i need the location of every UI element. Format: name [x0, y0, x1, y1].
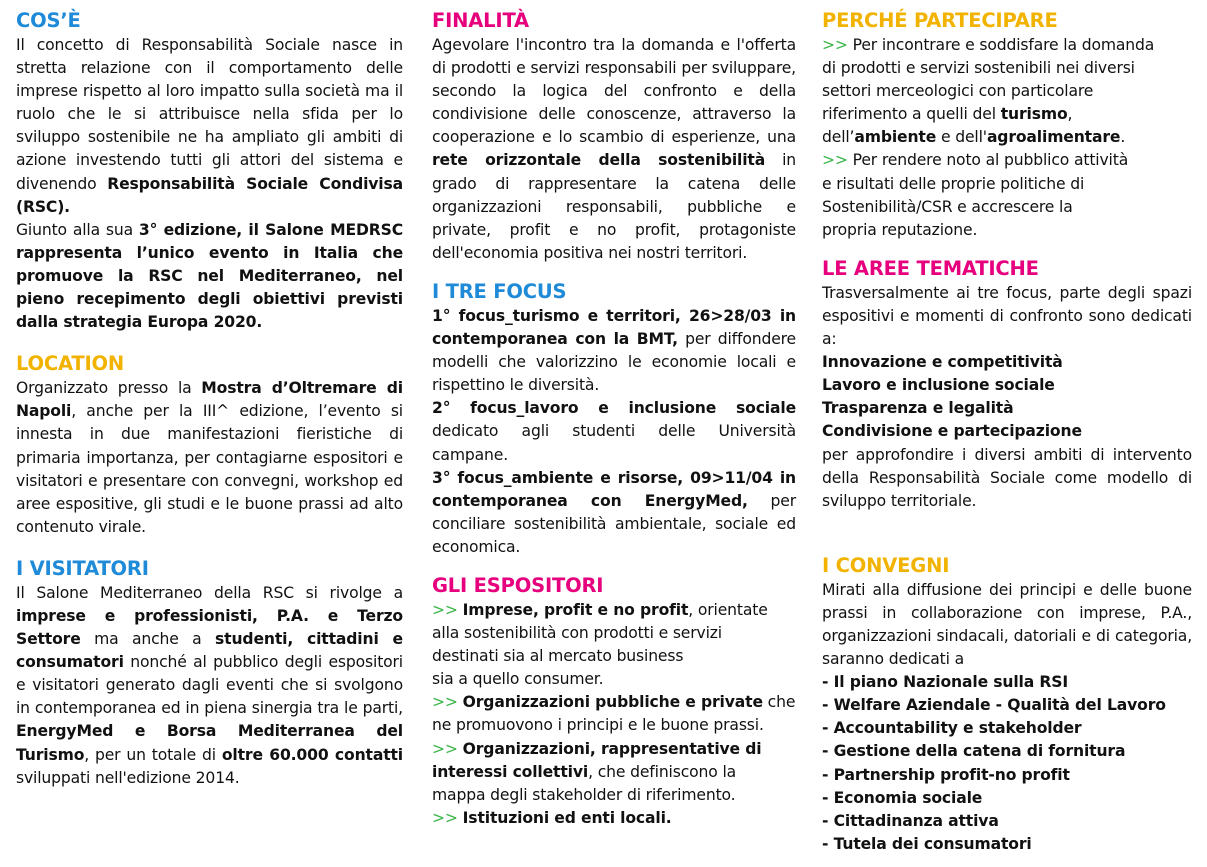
convegni-item: - Tutela dei consumatori	[822, 834, 1032, 853]
espositori-item-4: >> Istituzioni ed enti locali.	[432, 808, 672, 827]
espositori-item-1: >> Imprese, profit e no profit, orientate alla sostenibilità con prodotti e servizi destinati sia al mercato business sia a quello consumer.	[432, 600, 768, 689]
section-focus	[432, 279, 796, 559]
espositori-item-3: >> Organizzazioni, rappresentative di interessi collettivi, che definiscono la mappa degli stakeholder di riferimento.	[432, 739, 762, 804]
cose-heading: COS’È	[16, 9, 81, 32]
column-2	[432, 8, 796, 830]
aree-item: Lavoro e inclusione sociale	[822, 376, 1055, 395]
section-espositori	[432, 573, 796, 830]
focus-heading: I TRE FOCUS	[432, 279, 567, 303]
arrow-icon: >>	[432, 808, 458, 827]
espositori-heading: GLI ESPOSITORI	[432, 573, 604, 597]
section-perche: PERCHÉ PARTECIPARE >> Per incontrare e soddisfare la domanda di prodotti e servizi sostenibili nei diversi settori merceologici con particolare riferimento a quelli del turismo, dell’ambiente e dell'agroalimentare. >> Per rendere noto al pubblico attività e risultati delle proprie politiche di Sostenibilità/CSR e accrescere la propria reputazione.	[822, 8, 1192, 242]
focus-2: 2° focus_lavoro e inclusione sociale dedicato agli studenti delle Università campane.	[432, 399, 796, 464]
cose-paragraph-2: Giunto alla sua 3° edizione, il Salone MEDRSC rappresenta l’unico evento in Italia che promuove la RSC nel Mediterraneo, nel pieno recepimento degli obiettivi previsti dalla strategia Europa 2020.	[16, 220, 403, 332]
arrow-icon: >>	[432, 739, 458, 758]
espositori-item-2: >> Organizzazioni pubbliche e private che ne promuovono i principi e le buone prassi.	[432, 693, 796, 735]
convegni-heading: I CONVEGNI	[822, 553, 950, 577]
finalita-paragraph: Agevolare l'incontro tra la domanda e l'offerta di prodotti e servizi responsabili per sviluppare, secondo la logica del confronto e della condivisione delle conoscenze, attraverso la cooperazione e lo scambio di esperienze, una rete orizzontale della sostenibilità in grado di rappresentare la catena delle organizzazioni responsabili, pubbliche e private, profit e no profit, protagoniste dell'economia positiva nei nostri territori.	[432, 36, 796, 262]
cose-paragraph-1: Il concetto di Responsabilità Sociale nasce in stretta relazione con il comportamento delle imprese rispetto al loro impatto sulla società ma il ruolo che le si attribuisce nella sfida per lo sviluppo sostenibile ne ha ampliato gli ambiti di azione investendo tutti gli attori del sistema e divenendo Responsabilità Sociale Condivisa (RSC).	[16, 36, 404, 216]
perche-heading: PERCHÉ PARTECIPARE	[822, 9, 1058, 32]
focus-3: 3° focus_ambiente e risorse, 09>11/04 in contemporanea con EnergyMed, per conciliare sostenibilità ambientale, sociale ed economica.	[432, 468, 796, 556]
location-heading: LOCATION	[16, 352, 125, 376]
arrow-icon: >>	[432, 600, 458, 619]
convegni-item: - Cittadinanza attiva	[822, 811, 999, 830]
aree-heading: LE AREE TEMATICHE	[822, 256, 1039, 280]
section-location	[16, 351, 403, 539]
aree-intro: Trasversalmente ai tre focus, parte degli spazi espositivi e momenti di confronto sono dedicati a:	[822, 283, 1192, 349]
location-paragraph: Organizzato presso la Mostra d’Oltremare di Napoli, anche per la III^ edizione, l’evento si innesta in due manifestazioni fieristiche di primaria importanza, per contagiarne espositori e visitatori e presentare con convegni, workshop ed aree espositive, gli studi e le buone prassi ad alto contenuto virale.	[16, 379, 403, 536]
finalita-heading: FINALITÀ	[432, 9, 529, 32]
section-finalita	[432, 8, 796, 265]
section-convegni	[822, 553, 1192, 856]
column-3	[822, 8, 1192, 856]
arrow-icon: >>	[822, 36, 848, 54]
convegni-item: - Il piano Nazionale sulla RSI	[822, 673, 1068, 692]
visitatori-paragraph: Il Salone Mediterraneo della RSC si rivolge a imprese e professionisti, P.A. e Terzo Settore ma anche a studenti, cittadini e consumatori nonché al pubblico degli espositori e visitatori generato dagli eventi che si svolgono in contemporanea ed in piena sinergia tra le parti, EnergyMed e Borsa Mediterranea del Turismo, per un totale di oltre 60.000 contatti sviluppati nell'edizione 2014.	[16, 583, 404, 787]
convegni-item: - Partnership profit-no profit	[822, 765, 1070, 784]
focus-1: 1° focus_turismo e territori, 26>28/03 in contemporanea con la BMT, per diffondere modelli che valorizzino le economie locali e rispettino le diversità.	[432, 306, 797, 395]
arrow-icon: >>	[432, 693, 458, 712]
aree-item: Condivisione e partecipazione	[822, 422, 1082, 441]
section-visitatori	[16, 556, 403, 790]
convegni-intro: Mirati alla diffusione dei principi e delle buone prassi in collaborazione con imprese, P.A., organizzazioni sindacali, datoriali e di categoria, saranno dedicati a	[822, 580, 1192, 669]
convegni-item: - Welfare Aziendale - Qualità del Lavoro	[822, 696, 1166, 715]
arrow-icon: >>	[822, 151, 848, 170]
convegni-item: - Accountability e stakeholder	[822, 719, 1082, 738]
convegni-item: - Economia sociale	[822, 788, 983, 807]
column-1	[16, 8, 403, 790]
visitatori-heading: I VISITATORI	[16, 556, 149, 580]
aree-outro: per approfondire i diversi ambiti di intervento della Responsabilità Sociale come modello di sviluppo territoriale.	[822, 445, 1192, 510]
section-cose	[16, 8, 403, 334]
section-aree	[822, 256, 1192, 513]
aree-item: Innovazione e competitività	[822, 353, 1063, 372]
aree-item: Trasparenza e legalità	[822, 399, 1014, 418]
convegni-item: - Gestione della catena di fornitura	[822, 742, 1126, 761]
